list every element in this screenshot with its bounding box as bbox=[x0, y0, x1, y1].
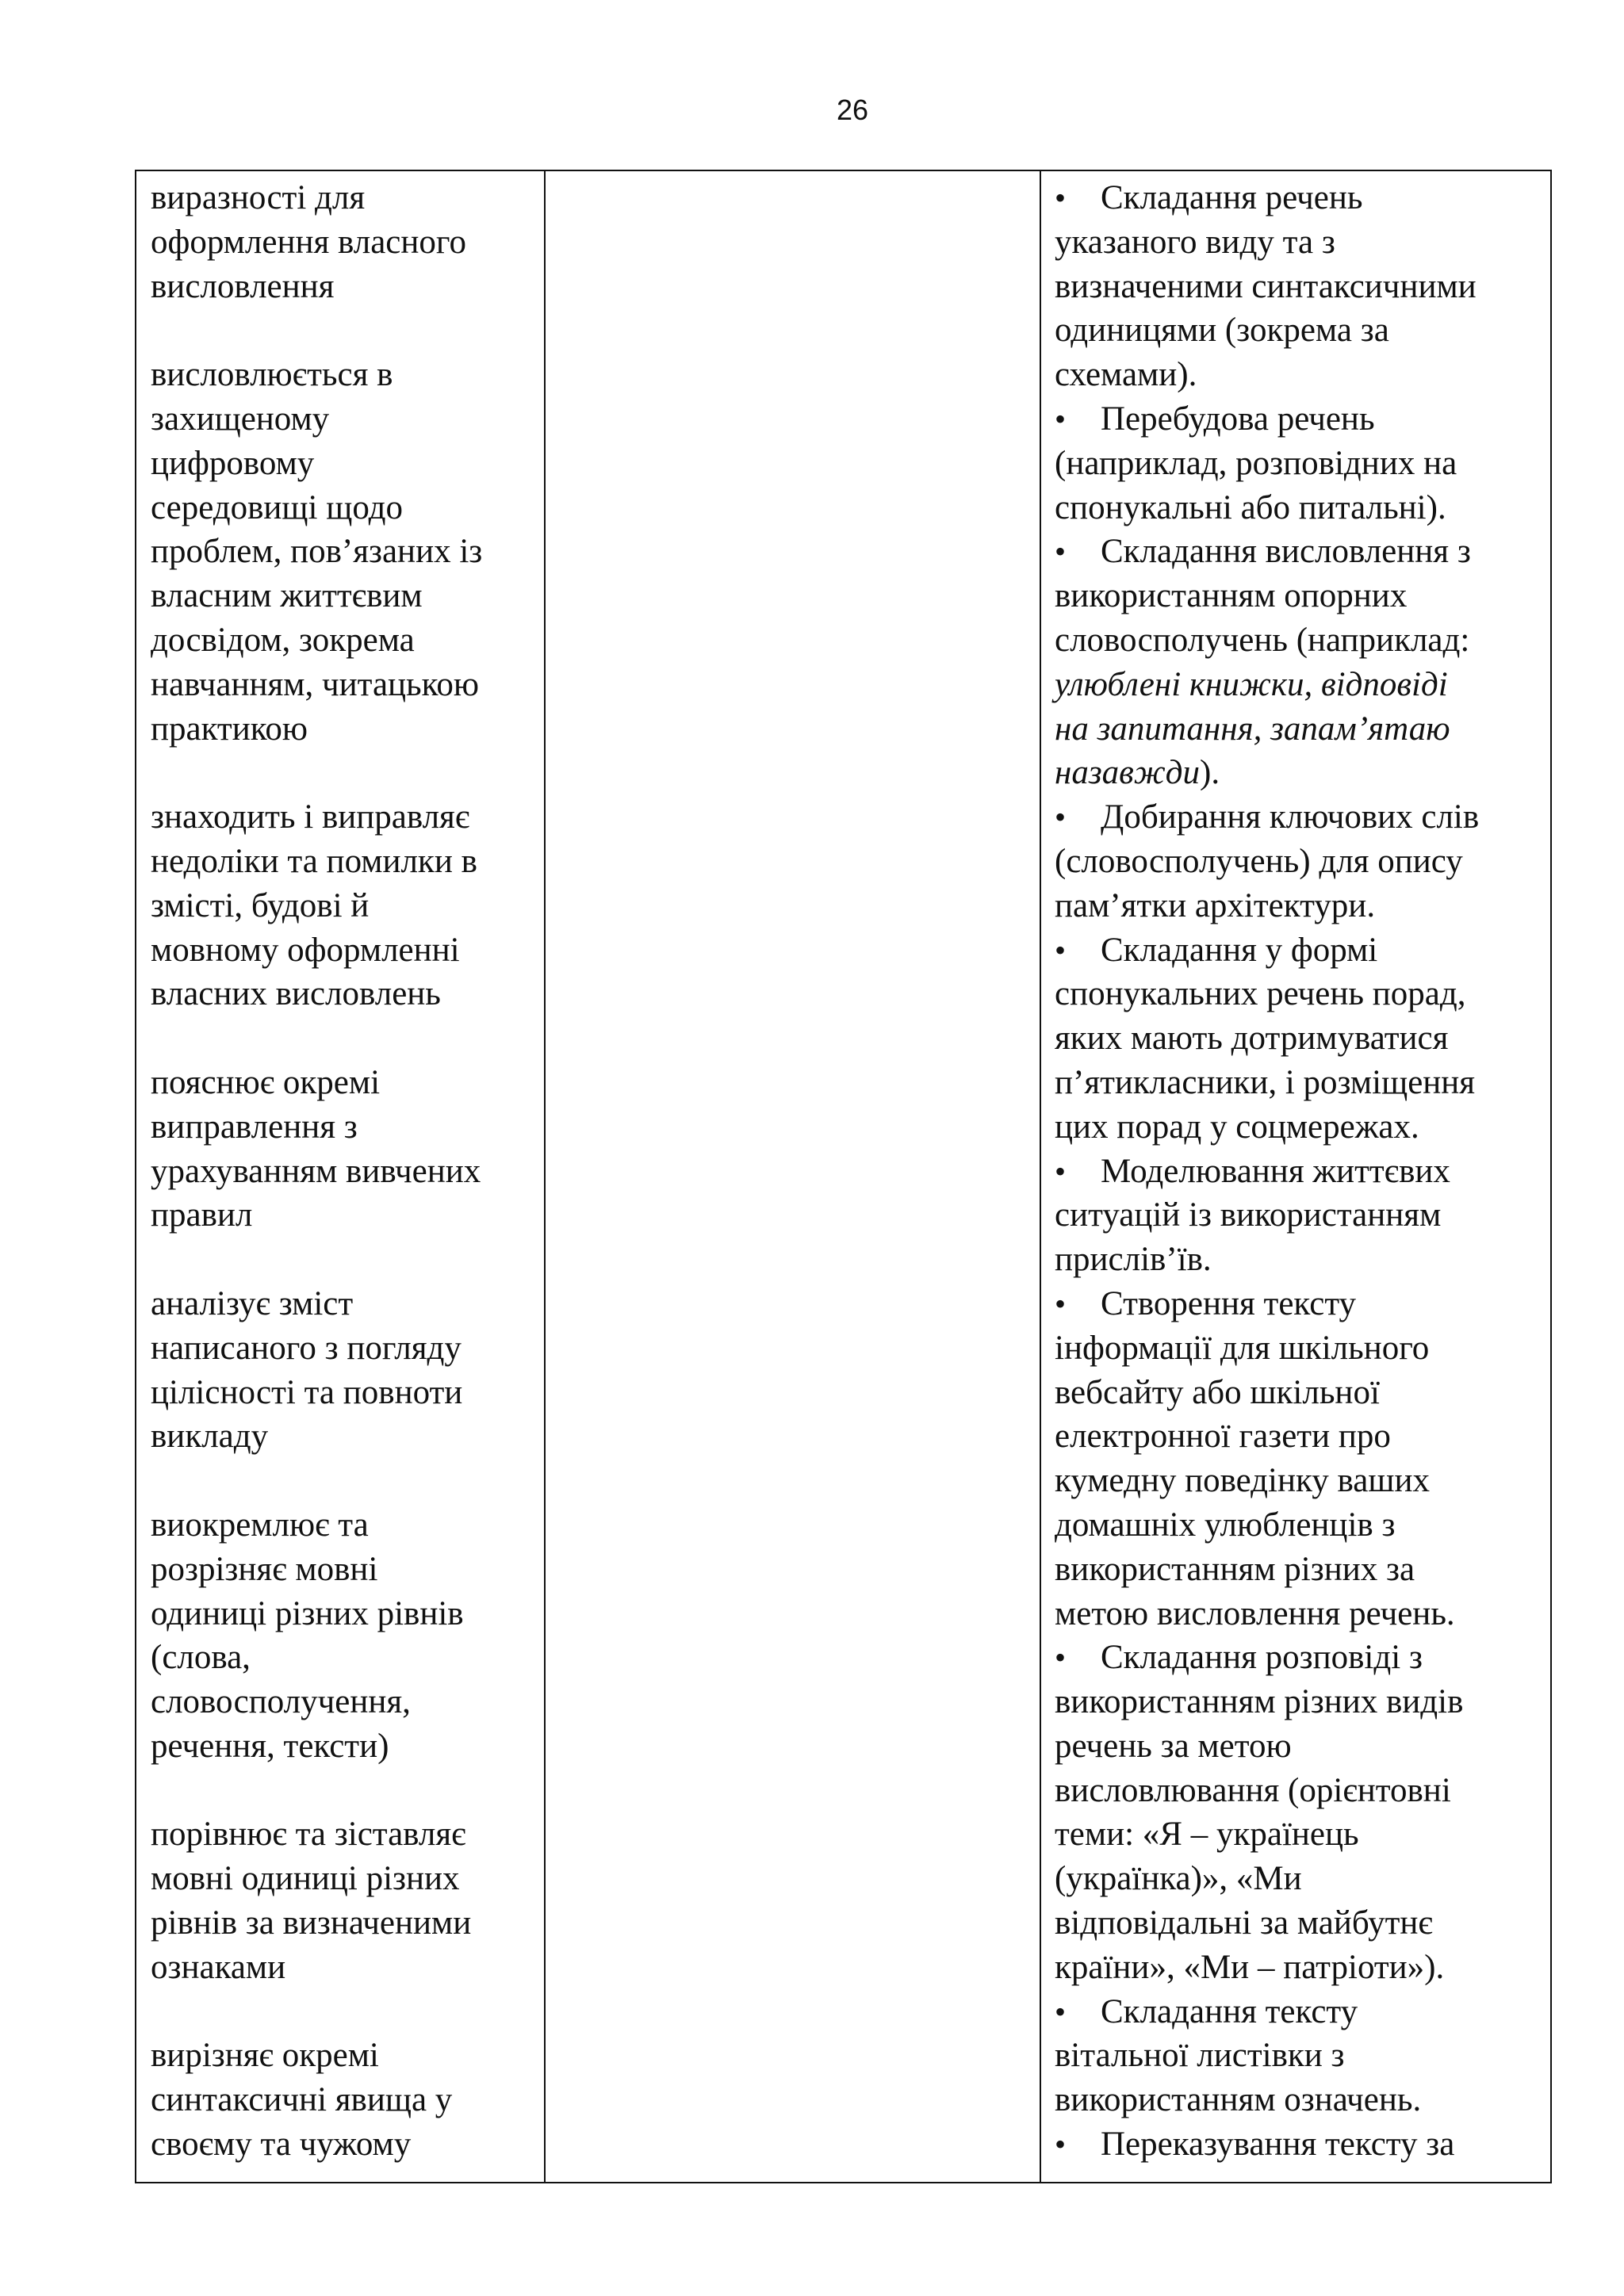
outcome-item: виокремлює та розрізняє мовні одиниці різних рівнів (слова, словосполучення, речення, тексти) bbox=[151, 1506, 464, 1765]
outcome-item: аналізує зміст написаного з погляду цілісності та повноти викладу bbox=[151, 1284, 463, 1456]
bullet-icon: • bbox=[1055, 932, 1067, 968]
activity-item: • Складання речень указаного виду та з визначеними синтаксичними одиницями (зокрема за схемами). bbox=[1055, 176, 1538, 397]
outcomes-column bbox=[151, 176, 539, 2211]
column-divider-1 bbox=[544, 170, 546, 2183]
activities-column bbox=[1055, 176, 1538, 2167]
activity-item: • Складання у формі спонукальних речень порад, яких мають дотримуватися п’ятикласники, і розміщення цих порад у соцмережах. bbox=[1055, 928, 1538, 1150]
bullet-icon: • bbox=[1055, 1285, 1067, 1322]
page-number: 26 bbox=[836, 94, 869, 126]
bullet-icon: • bbox=[1055, 799, 1067, 836]
outcome-item: пояснює окремі виправлення з урахуванням вивчених правил bbox=[151, 1063, 481, 1234]
activity-item: • Переказування тексту за bbox=[1055, 2122, 1538, 2167]
activity-item: • Добирання ключових слів (словосполучень) для опису пам’ятки архітектури. bbox=[1055, 795, 1538, 928]
column-divider-2 bbox=[1040, 170, 1041, 2183]
bullet-icon: • bbox=[1055, 1993, 1067, 2030]
activity-item: • Створення тексту інформації для шкільного вебсайту або шкільної електронної газети про кумедну поведінку ваших домашніх улюбленців з використанням різних за метою висловлення речень. bbox=[1055, 1282, 1538, 1636]
bullet-icon: • bbox=[1055, 400, 1067, 437]
activity-item: • Складання висловлення з використанням опорних словосполучень (наприклад: улюблені книжки, відповіді на запитання, запам’ятаю назавжди). bbox=[1055, 530, 1538, 795]
example-phrases: улюблені книжки, відповіді на запитання, запам’ятаю назавжди bbox=[1055, 665, 1450, 792]
outcome-item: знаходить і виправляє недоліки та помилки в змісті, будові й мовному оформленні власних висловлень bbox=[151, 798, 477, 1013]
outcome-item: вирізняє окремі синтаксичні явища у своєму та чужому bbox=[151, 2037, 453, 2164]
bullet-icon: • bbox=[1055, 2126, 1067, 2163]
outcome-item: висловлюється в захищеному цифровому середовищі щодо проблем, пов’язаних із власним життєвим досвідом, зокрема навчанням, читацькою практикою bbox=[151, 356, 483, 748]
activity-item: • Складання тексту вітальної листівки з використанням означень. bbox=[1055, 1990, 1538, 2122]
bullet-icon: • bbox=[1055, 180, 1067, 216]
outcome-item: виразності для оформлення власного висловлення bbox=[151, 179, 466, 305]
activity-item: • Складання розповіді з використанням різних видів речень за метою висловлювання (орієнтовні теми: «Я – українець (українка)», «Ми відповідальні за майбутнє країни», «Ми – патріоти»). bbox=[1055, 1636, 1538, 1989]
activity-item: • Перебудова речень (наприклад, розповідних на спонукальні або питальні). bbox=[1055, 397, 1538, 530]
outcome-item: порівнює та зіставляє мовні одиниці різних рівнів за визначеними ознаками bbox=[151, 1816, 472, 1986]
activity-item: • Моделювання життєвих ситуацій із використанням прислів’їв. bbox=[1055, 1150, 1538, 1282]
bullet-icon: • bbox=[1055, 1153, 1067, 1189]
bullet-icon: • bbox=[1055, 534, 1067, 570]
bullet-icon: • bbox=[1055, 1640, 1067, 1676]
